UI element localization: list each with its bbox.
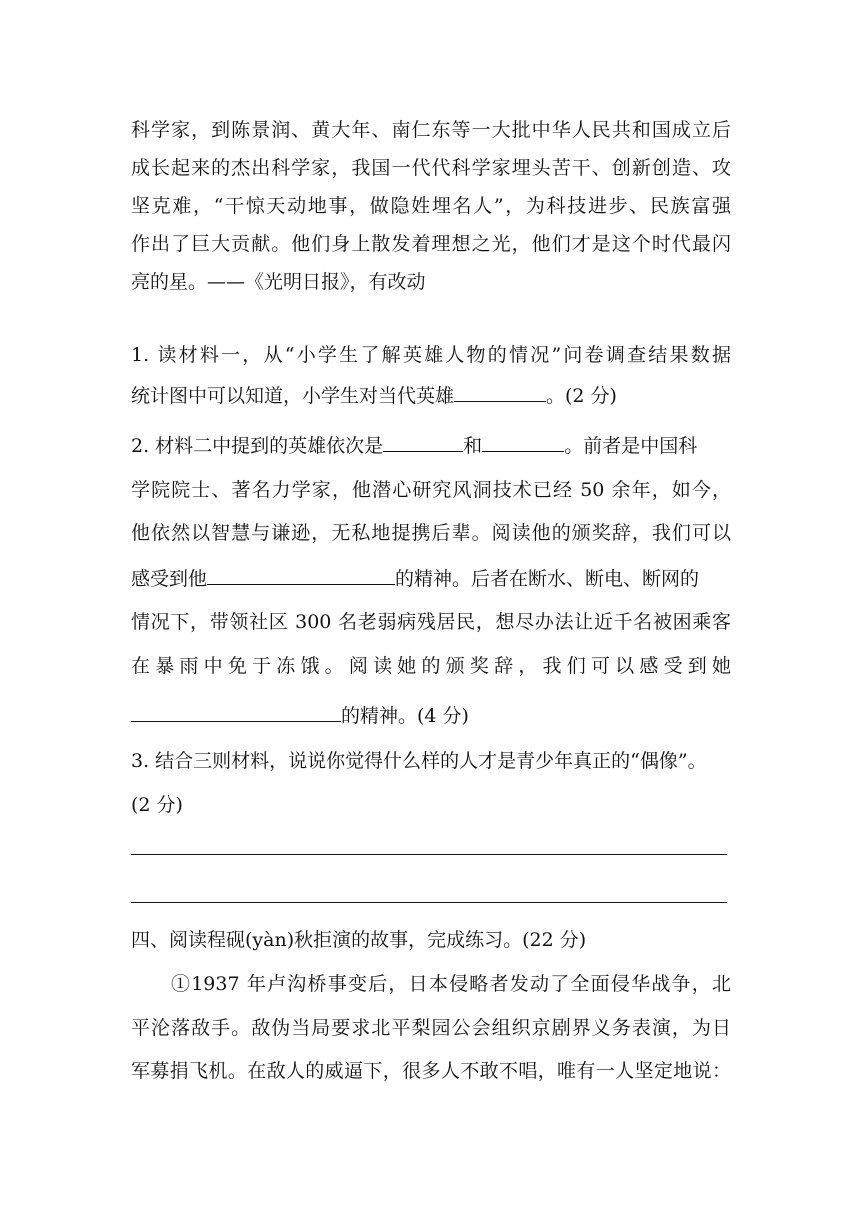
paragraph-line-source: 亮的星。——《光明日报》，有改动 (131, 271, 426, 293)
question-2-text: 感受到他 (131, 568, 208, 590)
question-2-text: 。前者是中国科 (564, 435, 698, 457)
question-2-line (131, 703, 731, 727)
question-1-line (131, 383, 731, 407)
paragraph-line: 成长起来的杰出科学家，我国一代代科学家埋头苦干、创新创造、攻 (131, 157, 731, 179)
answer-blank[interactable] (207, 566, 395, 585)
question-2-line: 在暴雨中免于冻饿。阅读她的颁奖辞，我们可以感受到她 (131, 655, 731, 677)
paragraph-line: 坚克难，“干惊天动地事，做隐姓埋名人”，为科技进步、民族富强 (131, 195, 731, 217)
story-paragraph-line: 军募捐飞机。在敌人的威逼下，很多人不敢不唱，唯有一人坚定地说： (131, 1060, 731, 1082)
question-3-score: (2 分) (131, 794, 183, 816)
question-2-text: 2. 材料二中提到的英雄依次是 (131, 435, 384, 457)
answer-line[interactable] (131, 902, 727, 903)
question-2-and: 和 (463, 435, 483, 457)
answer-blank[interactable] (482, 433, 564, 452)
answer-blank[interactable] (454, 383, 546, 402)
question-3-line: 3. 结合三则材料，说说你觉得什么样的人才是青少年真正的“偶像”。 (131, 750, 707, 772)
answer-blank[interactable] (383, 433, 463, 452)
story-paragraph-line: ①1937 年卢沟桥事变后，日本侵略者发动了全面侵华战争，北 (171, 973, 731, 995)
paragraph-line: 作出了巨大贡献。他们身上散发着理想之光，他们才是这个时代最闪 (131, 233, 731, 255)
question-2-score: 的精神。(4 分) (341, 705, 469, 727)
question-1-score: 。(2 分) (546, 385, 617, 407)
paragraph-line: 科学家，到陈景润、黄大年、南仁东等一大批中华人民共和国成立后 (131, 119, 731, 141)
question-2-line (131, 433, 731, 457)
story-paragraph-line: 平沦落敌手。敌伪当局要求北平梨园公会组织京剧界义务表演，为日 (131, 1017, 731, 1039)
answer-blank[interactable] (131, 703, 341, 722)
question-2-line (131, 566, 731, 590)
question-2-line: 情况下，带领社区 300 名老弱病残居民，想尽办法让近千名被困乘客 (131, 611, 731, 633)
question-1-line: 1. 读材料一，从“小学生了解英雄人物的情况”问卷调查结果数据 (131, 344, 731, 366)
question-2-line: 学院院士、著名力学家，他潜心研究风洞技术已经 50 余年，如今， (131, 479, 731, 501)
question-1-text: 统计图中可以知道，小学生对当代英雄 (131, 385, 455, 407)
section-4-heading: 四、阅读程砚(yàn)秋拒演的故事，完成练习。(22 分) (131, 929, 587, 951)
question-2-text: 的精神。后者在断水、断电、断网的 (395, 568, 700, 590)
answer-line[interactable] (131, 854, 727, 855)
question-2-line: 他依然以智慧与谦逊，无私地提携后辈。阅读他的颁奖辞，我们可以 (131, 522, 731, 544)
